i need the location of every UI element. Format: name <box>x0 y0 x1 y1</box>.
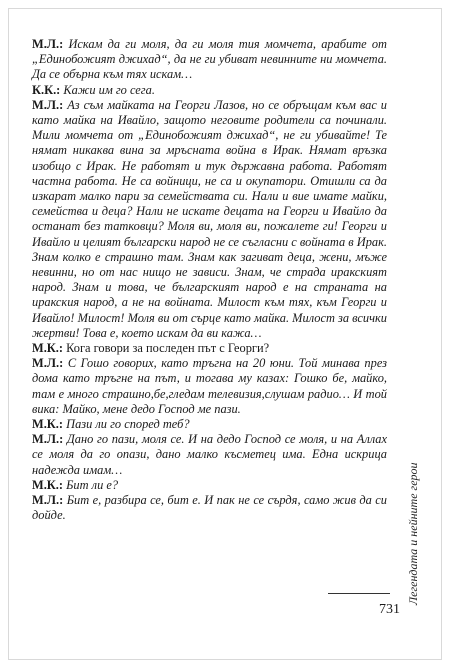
dialogue-line <box>32 83 387 98</box>
dialogue-line <box>32 98 387 341</box>
speaker-label: М.К.: <box>32 417 64 432</box>
dialogue-line <box>32 356 387 417</box>
speaker-label: М.К.: <box>32 341 64 356</box>
speech-text: Пази ли го според теб? <box>66 417 190 432</box>
speaker-label: М.Л.: <box>32 97 64 112</box>
dialogue-line <box>32 341 387 356</box>
dialogue-line <box>32 478 387 493</box>
dialogue-line <box>32 417 387 432</box>
footer-rule <box>328 593 390 594</box>
speaker-label: М.Л.: <box>32 37 64 51</box>
speech-text: Искам да ги моля, да ги моля тия момчета, арабите от „Единобожият джихад“, да не ги убиват невинните ни момчета. Да се обърна към тях искам… <box>32 37 387 82</box>
dialogue-line <box>32 37 387 83</box>
speech-text: С Гошо говорих, като тръгна на 20 юни. Той минава през дома като тръгне на път, и тогава му казах: Гошко бе, майко, там е много страшно,бе,гледам телевизия,слушам радио… И той вика: Майко, мене дедо Господ ме пази. <box>32 356 387 416</box>
speaker-label: М.Л.: <box>32 432 64 447</box>
speaker-label: М.Л.: <box>32 493 64 508</box>
speech-text: Бит е, разбира се, бит е. И пак не се сърдя, само жив да си дойде. <box>32 493 387 523</box>
speech-text: Бит ли е? <box>66 477 119 492</box>
speech-text: Аз съм майката на Георги Лазов, но се обръщам към вас и като майка на Ивайло, защото неговите родители са починали. Мили момчета от „Единобожият джихад“, не ги убивайте! Те нямат никаква вина за мръсната война в Ирак. Нямат връзка изобщо с Ирак. Не работят и тук държавна работа. Работят частна работа. Не са войници, не са и окупатори. Отишли са да изкарат малко пари за семействата си. Нали и вие имате майки, семейства и деца? Нали не искате децата на Георги и Ивайло да останат без татковци? Моля ви, моля ви, пожалете ги! Георги и Ивайло и целият български народ не се съгласни с войната в Ирак. Знам колко е страшно там. Знам как загиват деца, жени, мъже невинни, но от нас нищо не зависи. Знам, че страда иракският народ. Знам и това, че българският народ е на страната на иракския народ, а не на войната. Милост към тях, към Георги и Ивайло! Милост! Моля ви от сърце като майка. Милост за всички жертви! Това е, което искам да ви кажа… <box>32 97 387 340</box>
speaker-label: М.Л.: <box>32 356 64 371</box>
dialogue-line <box>32 432 387 478</box>
speech-text: Дано го пази, моля се. И на дедо Господ се моля, и на Аллах се моля да го опази, дано малко късметец има. Една искрица надежда имам… <box>32 432 387 477</box>
interview-text <box>32 37 387 524</box>
speaker-label: М.К.: <box>32 477 64 492</box>
running-title: Легендата и нейните герои <box>406 462 420 605</box>
speech-text: Кога говори за последен път с Георги? <box>66 341 270 356</box>
speaker-label: К.К.: <box>32 82 61 97</box>
dialogue-line <box>32 493 387 523</box>
speech-text: Кажи им го сега. <box>63 82 155 97</box>
page-number: 731 <box>379 602 400 617</box>
